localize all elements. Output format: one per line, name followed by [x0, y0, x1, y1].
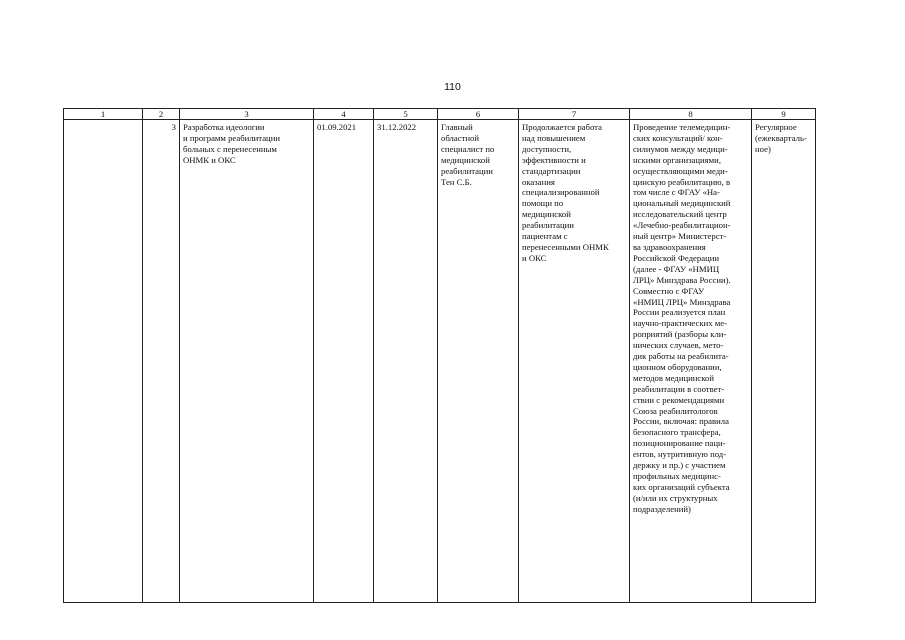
activity-table [63, 108, 816, 603]
cell-activity-name: Разработка идеологии и программ реабилитации больных с перенесенным ОНМК и ОКС [180, 120, 314, 603]
header-row [64, 109, 816, 120]
cell-col1 [64, 120, 143, 603]
cell-frequency: Регулярное (ежекварталь- ное) [752, 120, 816, 603]
header-cell-3: 3 [180, 109, 314, 120]
header-cell-2: 2 [143, 109, 180, 120]
header-cell-9: 9 [752, 109, 816, 120]
header-cell-7: 7 [519, 109, 630, 120]
page-number: 110 [444, 81, 461, 93]
header-cell-4: 4 [314, 109, 374, 120]
cell-start-date: 01.09.2021 [314, 120, 374, 603]
table-row [64, 120, 816, 603]
cell-end-date: 31.12.2022 [374, 120, 438, 603]
cell-item-number: 3 [143, 120, 180, 603]
cell-responsible: Главный областной специалист по медицинской реабилитации Тен С.Б. [438, 120, 519, 603]
header-cell-5: 5 [374, 109, 438, 120]
cell-description: Проведение телемедицин- ских консультаций/ кон- силиумов между медици- нскими организациями, осуществляющими меди- цинскую реабилитацию, в том числе с ФГАУ «На- циональный медицинский исследовательский центр «Лечебно-реабилитацион- ный центр» Министерст- ва здравоохранения Российской Федерации (далее - ФГАУ «НМИЦ ЛРЦ» Минздрава России). Совместно с ФГАУ «НМИЦ ЛРЦ» Минздрава России реализуется план научно-практических ме- роприятий (разборы кли- нических случаев, мето- дик работы на реабилита- ционном оборудовании, методов медицинской реабилитации в соответ- ствии с рекомендациями Союза реабилитологов России, включая: правила безопасного трансфера, позиционирование паци- ентов, нутритивную под- держку и пр.) с участием профильных медицинс- ких организаций субъекта (и/или их структурных подразделений) [630, 120, 752, 603]
header-cell-1: 1 [64, 109, 143, 120]
cell-result: Продолжается работа над повышением доступности, эффективности и стандартизации оказания специализированной помощи по медицинской реабилитации пациентам с перенесенными ОНМК и ОКС [519, 120, 630, 603]
header-cell-6: 6 [438, 109, 519, 120]
header-cell-8: 8 [630, 109, 752, 120]
